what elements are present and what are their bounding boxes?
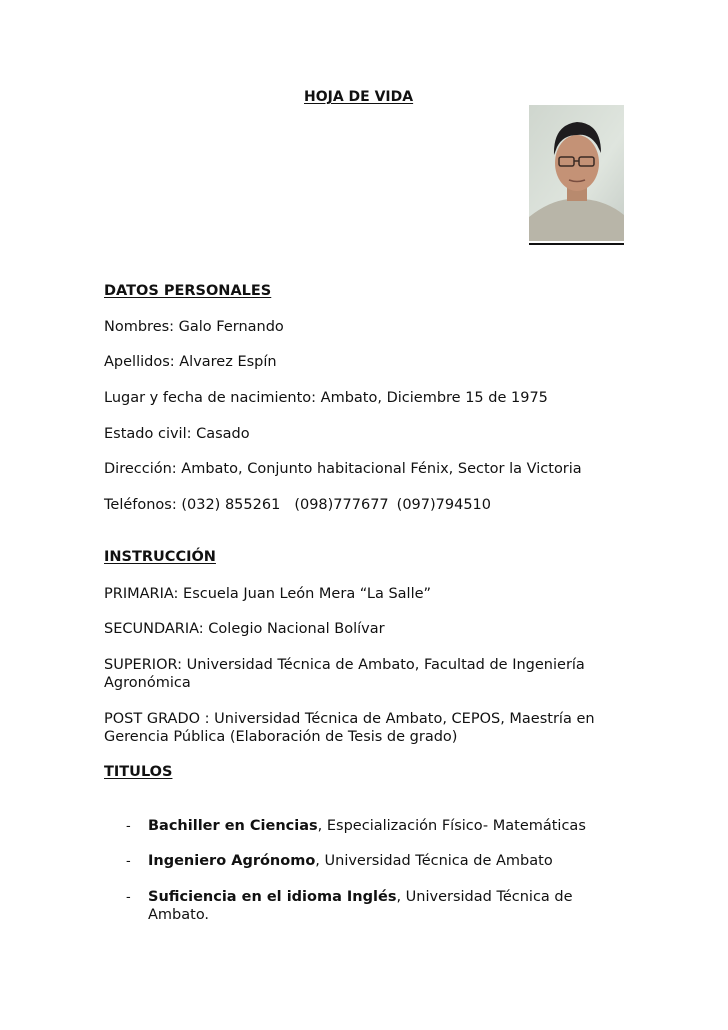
bullet-marker: - — [126, 890, 131, 905]
profile-photo — [529, 105, 624, 245]
section-heading-instruccion: INSTRUCCIÓN — [104, 549, 216, 565]
section-heading-titulos: TITULOS — [104, 764, 173, 780]
estado-civil-line: Estado civil: Casado — [104, 426, 250, 442]
telefono-3: (097)794510 — [396, 497, 491, 513]
titulo-name: Bachiller en Ciencias — [148, 818, 318, 834]
primaria-line: PRIMARIA: Escuela Juan León Mera “La Salle” — [104, 586, 432, 602]
superior-line-2: Agronómica — [104, 675, 191, 691]
direccion-line: Dirección: Ambato, Conjunto habitacional Fénix, Sector la Victoria — [104, 461, 582, 477]
nombres-line: Nombres: Galo Fernando — [104, 319, 284, 335]
titulo-detail: , Universidad Técnica de — [396, 889, 573, 905]
telefonos-line — [104, 496, 491, 514]
titulo-name: Ingeniero Agrónomo — [148, 853, 316, 869]
superior-line-1: SUPERIOR: Universidad Técnica de Ambato, Facultad de Ingeniería — [104, 657, 585, 673]
titulo-item-ingles — [148, 888, 573, 906]
nacimiento-line: Lugar y fecha de nacimiento: Ambato, Diciembre 15 de 1975 — [104, 390, 548, 406]
bullet-marker: - — [126, 854, 131, 869]
postgrado-line-2: Gerencia Pública (Elaboración de Tesis de grado) — [104, 729, 458, 745]
section-heading-datos-personales: DATOS PERSONALES — [104, 283, 272, 299]
titulo-name: Suficiencia en el idioma Inglés — [148, 889, 397, 905]
secundaria-line: SECUNDARIA: Colegio Nacional Bolívar — [104, 621, 385, 637]
titulo-detail: , Especialización Físico- Matemáticas — [317, 818, 586, 834]
titulo-item-ingeniero — [148, 852, 553, 870]
titulo-item-ingles-continuation: Ambato. — [148, 907, 210, 923]
apellidos-line: Apellidos: Alvarez Espín — [104, 354, 277, 370]
titulo-item-bachiller — [148, 817, 586, 835]
document-title: HOJA DE VIDA — [304, 89, 414, 105]
telefono-1: Teléfonos: (032) 855261 — [104, 497, 281, 513]
postgrado-line-1: POST GRADO : Universidad Técnica de Ambato, CEPOS, Maestría en — [104, 711, 595, 727]
titulo-detail: , Universidad Técnica de Ambato — [315, 853, 553, 869]
bullet-marker: - — [126, 819, 131, 834]
telefono-2: (098)777677 — [294, 497, 389, 513]
